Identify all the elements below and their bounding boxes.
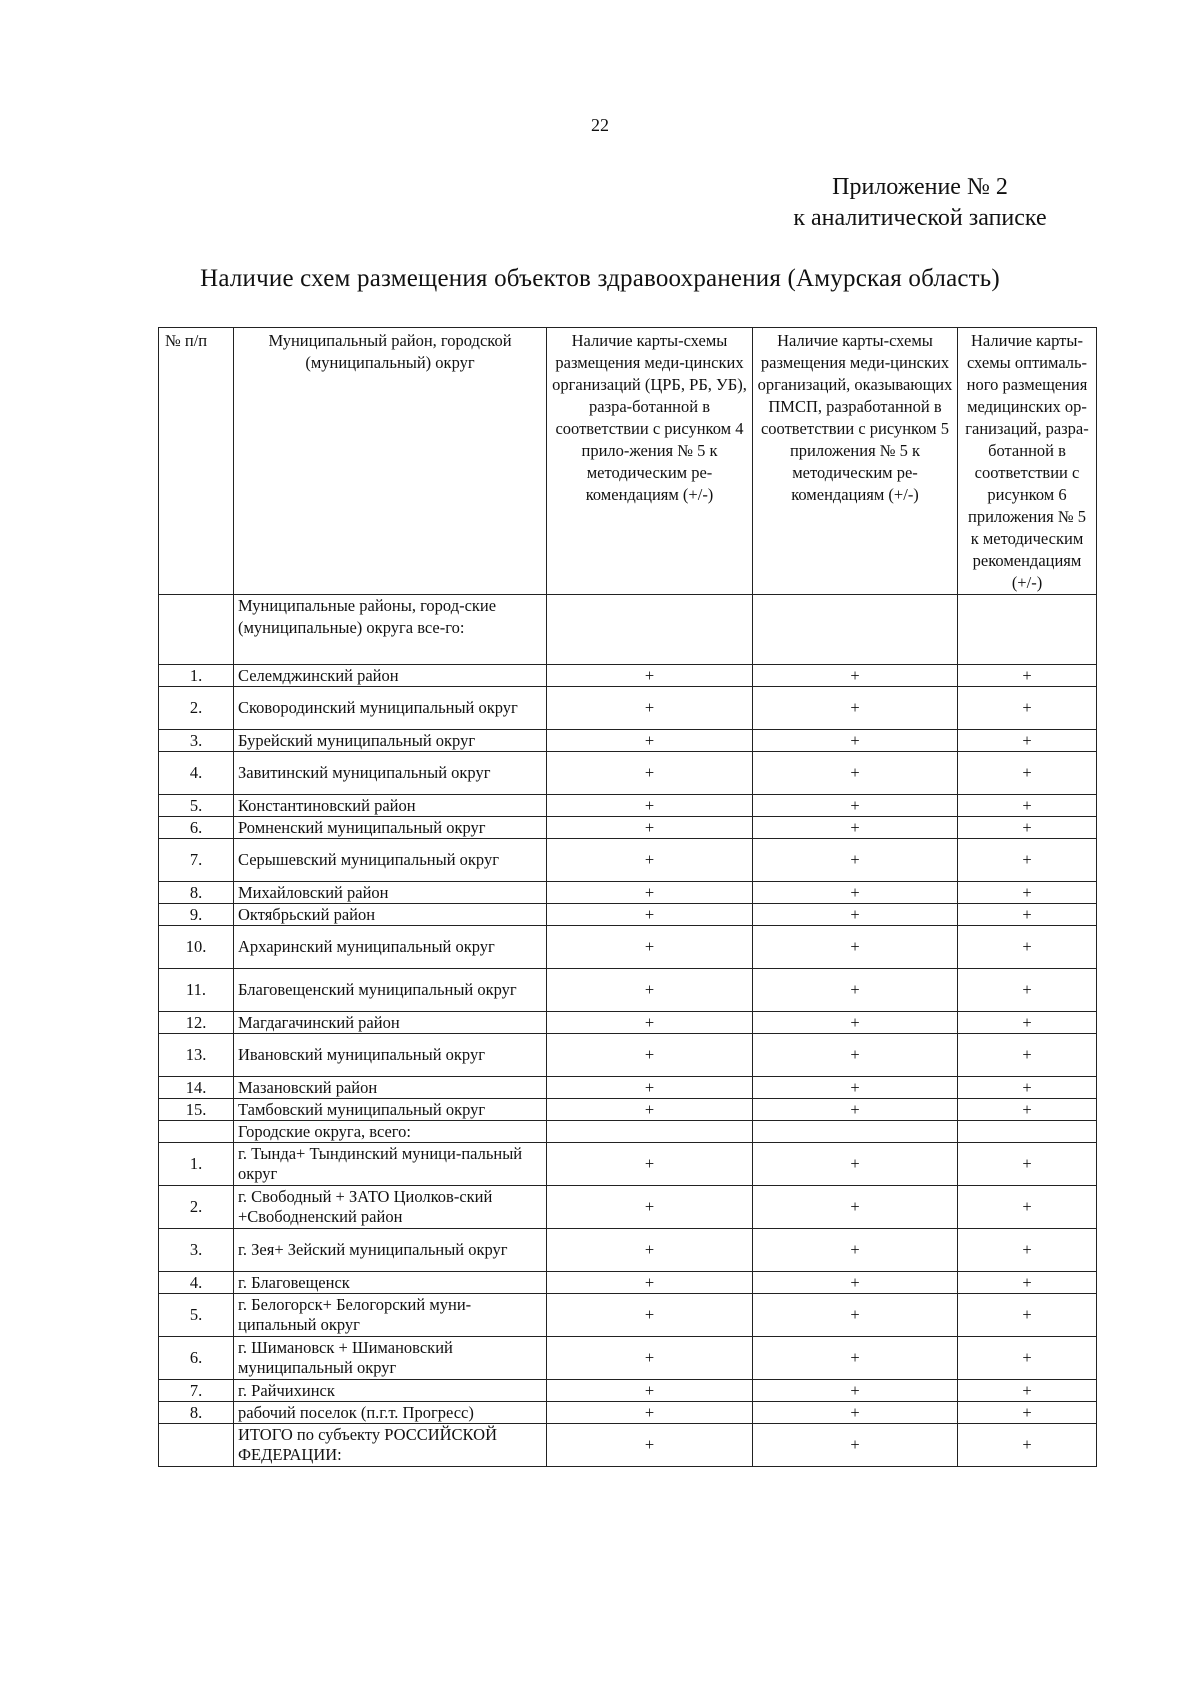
row-col2: +: [753, 882, 958, 904]
header-col2: Наличие карты-схемы размещения меди-цинских организаций, оказывающих ПМСП, разработанной в соответствии с рисунком 5 приложения № 5 к методическим ре-комендациям (+/-): [753, 328, 958, 595]
table-row: [159, 1034, 1097, 1077]
table-cell: [159, 1121, 234, 1143]
row-col2: +: [753, 1077, 958, 1099]
row-col3: +: [958, 839, 1097, 882]
row-col2: +: [753, 969, 958, 1012]
table-row: [159, 687, 1097, 730]
table-cell: [159, 1424, 234, 1467]
row-name: Архаринский муниципальный округ: [234, 926, 547, 969]
row-col1: +: [547, 1077, 753, 1099]
row-num: 4.: [159, 1272, 234, 1294]
header-col1: Наличие карты-схемы размещения меди-цинских организаций (ЦРБ, РБ, УБ), разра-ботанной в соответствии с рисунком 4 прило-жения № 5 к методическим ре-комендациям (+/-): [547, 328, 753, 595]
row-num: 1.: [159, 665, 234, 687]
table-header-row: [159, 328, 1097, 595]
row-name: Михайловский район: [234, 882, 547, 904]
row-num: 3.: [159, 730, 234, 752]
table-row: [159, 1077, 1097, 1099]
table-cell: [547, 595, 753, 665]
row-num: 10.: [159, 926, 234, 969]
table-cell: [958, 1121, 1097, 1143]
row-col2: +: [753, 1099, 958, 1121]
row-num: 14.: [159, 1077, 234, 1099]
row-num: 8.: [159, 882, 234, 904]
row-col2: +: [753, 795, 958, 817]
section-label-urban: Городские округа, всего:: [234, 1121, 547, 1143]
row-name: г. Райчихинск: [234, 1380, 547, 1402]
header-col3: Наличие карты-схемы оптималь-ного размещения медицинских ор-ганизаций, разра-ботанной в соответствии с рисунком 6 приложения № 5 к методическим рекомендациям (+/-): [958, 328, 1097, 595]
table-cell: [547, 1121, 753, 1143]
table-row: [159, 1272, 1097, 1294]
row-col1: +: [547, 1380, 753, 1402]
row-col1: +: [547, 1012, 753, 1034]
row-col3: +: [958, 1229, 1097, 1272]
row-col2: +: [753, 665, 958, 687]
row-col1: +: [547, 1402, 753, 1424]
row-col3: +: [958, 904, 1097, 926]
row-col2: +: [753, 1034, 958, 1077]
row-name: г. Благовещенск: [234, 1272, 547, 1294]
row-name: г. Шимановск + Шимановский муниципальный округ: [234, 1337, 547, 1380]
row-num: 6.: [159, 817, 234, 839]
section-row-urban: [159, 1121, 1097, 1143]
row-col1: +: [547, 904, 753, 926]
row-num: 3.: [159, 1229, 234, 1272]
row-col3: +: [958, 795, 1097, 817]
row-col3: +: [958, 1380, 1097, 1402]
row-col1: +: [547, 1099, 753, 1121]
row-col3: +: [958, 752, 1097, 795]
row-col3: +: [958, 1034, 1097, 1077]
row-num: 7.: [159, 839, 234, 882]
table-row: [159, 926, 1097, 969]
total-label: ИТОГО по субъекту РОССИЙСКОЙ ФЕДЕРАЦИИ:: [234, 1424, 547, 1467]
row-col1: +: [547, 687, 753, 730]
row-col3: +: [958, 730, 1097, 752]
table-row: [159, 969, 1097, 1012]
row-name: г. Зея+ Зейский муниципальный округ: [234, 1229, 547, 1272]
row-col2: +: [753, 1337, 958, 1380]
row-col2: +: [753, 1229, 958, 1272]
row-col1: +: [547, 1294, 753, 1337]
table-row: [159, 882, 1097, 904]
row-col1: +: [547, 752, 753, 795]
table-cell: [159, 595, 234, 665]
row-num: 6.: [159, 1337, 234, 1380]
total-col3: +: [958, 1424, 1097, 1467]
appendix-line-2: к аналитической записке: [793, 205, 1047, 231]
row-col2: +: [753, 817, 958, 839]
table-cell: [753, 595, 958, 665]
table-row: [159, 1229, 1097, 1272]
row-num: 15.: [159, 1099, 234, 1121]
row-name: Завитинский муниципальный округ: [234, 752, 547, 795]
row-col3: +: [958, 1402, 1097, 1424]
table-row: [159, 795, 1097, 817]
table-cell: [753, 1121, 958, 1143]
row-num: 9.: [159, 904, 234, 926]
row-col2: +: [753, 839, 958, 882]
row-col2: +: [753, 687, 958, 730]
row-name: Магдагачинский район: [234, 1012, 547, 1034]
row-col3: +: [958, 1272, 1097, 1294]
table-row: [159, 904, 1097, 926]
row-col1: +: [547, 665, 753, 687]
table-row: [159, 1143, 1097, 1186]
appendix-caption: [765, 172, 1075, 234]
row-name: г. Свободный + ЗАТО Циолков-ский +Свободненский район: [234, 1186, 547, 1229]
total-col2: +: [753, 1424, 958, 1467]
row-col3: +: [958, 1099, 1097, 1121]
row-col2: +: [753, 1272, 958, 1294]
row-col1: +: [547, 1272, 753, 1294]
row-col1: +: [547, 730, 753, 752]
table-row: [159, 1099, 1097, 1121]
row-col3: +: [958, 1294, 1097, 1337]
row-col1: +: [547, 817, 753, 839]
row-name: г. Белогорск+ Белогорский муни-ципальный округ: [234, 1294, 547, 1337]
row-name: Октябрьский район: [234, 904, 547, 926]
row-col2: +: [753, 730, 958, 752]
row-col3: +: [958, 1077, 1097, 1099]
row-num: 5.: [159, 1294, 234, 1337]
row-col2: +: [753, 1186, 958, 1229]
row-name: Селемджинский район: [234, 665, 547, 687]
header-num: № п/п: [159, 328, 234, 595]
row-col1: +: [547, 926, 753, 969]
row-col2: +: [753, 1012, 958, 1034]
row-col3: +: [958, 687, 1097, 730]
row-col2: +: [753, 1402, 958, 1424]
row-col1: +: [547, 839, 753, 882]
row-num: 7.: [159, 1380, 234, 1402]
table-row: [159, 1402, 1097, 1424]
table-row: [159, 839, 1097, 882]
section-row-municipal: [159, 595, 1097, 665]
row-col2: +: [753, 1380, 958, 1402]
table-row: [159, 1294, 1097, 1337]
row-name: Сковородинский муниципальный округ: [234, 687, 547, 730]
appendix-line-1: Приложение № 2: [832, 174, 1008, 200]
row-num: 1.: [159, 1143, 234, 1186]
row-name: Серышевский муниципальный округ: [234, 839, 547, 882]
row-num: 2.: [159, 1186, 234, 1229]
row-name: Благовещенский муниципальный округ: [234, 969, 547, 1012]
row-col1: +: [547, 882, 753, 904]
table-row: [159, 665, 1097, 687]
row-name: рабочий поселок (п.г.т. Прогресс): [234, 1402, 547, 1424]
table-row: [159, 1380, 1097, 1402]
table-row: [159, 1337, 1097, 1380]
table-row: [159, 730, 1097, 752]
table-row: [159, 1012, 1097, 1034]
row-col1: +: [547, 1229, 753, 1272]
row-col3: +: [958, 882, 1097, 904]
row-col2: +: [753, 752, 958, 795]
row-name: Бурейский муниципальный округ: [234, 730, 547, 752]
row-col3: +: [958, 1012, 1097, 1034]
row-name: Мазановский район: [234, 1077, 547, 1099]
table-cell: [958, 595, 1097, 665]
total-row: [159, 1424, 1097, 1467]
table-row: [159, 1186, 1097, 1229]
row-num: 13.: [159, 1034, 234, 1077]
table-row: [159, 817, 1097, 839]
section-label-municipal: Муниципальные районы, город-ские (муниципальные) округа все-го:: [234, 595, 547, 665]
health-facilities-table: [158, 327, 1097, 1467]
row-col3: +: [958, 817, 1097, 839]
row-col1: +: [547, 1337, 753, 1380]
table-row: [159, 752, 1097, 795]
row-num: 2.: [159, 687, 234, 730]
row-col3: +: [958, 665, 1097, 687]
row-col2: +: [753, 926, 958, 969]
row-name: Константиновский район: [234, 795, 547, 817]
row-num: 11.: [159, 969, 234, 1012]
row-num: 4.: [159, 752, 234, 795]
row-col3: +: [958, 1337, 1097, 1380]
row-col2: +: [753, 904, 958, 926]
page-number: 22: [591, 115, 609, 135]
row-num: 8.: [159, 1402, 234, 1424]
row-col1: +: [547, 795, 753, 817]
header-name: Муниципальный район, городской (муниципальный) округ: [234, 328, 547, 595]
row-num: 12.: [159, 1012, 234, 1034]
row-col3: +: [958, 926, 1097, 969]
row-col3: +: [958, 1186, 1097, 1229]
row-col1: +: [547, 1034, 753, 1077]
row-name: Ромненский муниципальный округ: [234, 817, 547, 839]
row-col1: +: [547, 1143, 753, 1186]
row-col3: +: [958, 969, 1097, 1012]
row-name: Тамбовский муниципальный округ: [234, 1099, 547, 1121]
row-num: 5.: [159, 795, 234, 817]
row-col3: +: [958, 1143, 1097, 1186]
row-col2: +: [753, 1294, 958, 1337]
row-name: Ивановский муниципальный округ: [234, 1034, 547, 1077]
row-col1: +: [547, 969, 753, 1012]
total-col1: +: [547, 1424, 753, 1467]
row-name: г. Тында+ Тындинский муници-пальный округ: [234, 1143, 547, 1186]
row-col2: +: [753, 1143, 958, 1186]
document-title: Наличие схем размещения объектов здравоохранения (Амурская область): [200, 265, 1000, 292]
row-col1: +: [547, 1186, 753, 1229]
